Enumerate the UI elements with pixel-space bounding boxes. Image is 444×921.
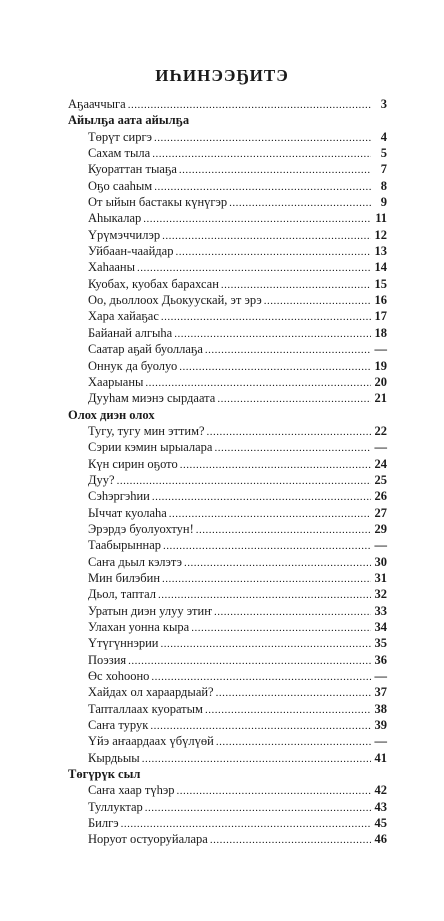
- toc-page-number: 18: [374, 325, 387, 340]
- toc-dot-leader: [143, 210, 371, 227]
- toc-entry: [68, 717, 387, 733]
- toc-dot-leader: [196, 521, 371, 538]
- toc-entry: [68, 194, 387, 210]
- toc-page-number: 11: [375, 211, 387, 226]
- toc-dot-leader: [150, 717, 371, 734]
- toc-entry: [68, 161, 387, 177]
- toc-dot-leader: [161, 635, 372, 652]
- toc-entry-title: Таабырыннар: [88, 538, 162, 553]
- toc-entry: [68, 537, 387, 553]
- toc-page-number: 26: [374, 489, 387, 504]
- toc-entry-title: Күн сирин оҕото: [88, 456, 178, 471]
- toc-page-number: —: [374, 734, 387, 749]
- toc-entry: [68, 619, 387, 635]
- toc-entry-title: Үйэ аҥаардаах үбүлүөй: [88, 734, 214, 749]
- toc-page-number: 38: [374, 701, 387, 716]
- toc-page-number: 9: [380, 195, 387, 210]
- toc-entry: [68, 259, 387, 275]
- toc-dot-leader: [216, 684, 371, 701]
- toc-entry-title: Поэзия: [88, 652, 127, 667]
- toc-page-number: 36: [374, 652, 387, 667]
- toc-dot-leader: [152, 145, 371, 162]
- toc-entry: [68, 210, 387, 226]
- toc-entry-title: Үтүгүннэрии: [88, 636, 159, 651]
- toc-entry: [68, 292, 387, 308]
- toc-entry: [68, 815, 387, 831]
- toc-entry: [68, 358, 387, 374]
- toc-entry-title: Байанай алгыһа: [88, 325, 173, 340]
- toc-dot-leader: [174, 325, 371, 342]
- toc-page-number: 35: [374, 636, 387, 651]
- toc-dot-leader: [145, 799, 371, 816]
- toc-page-number: —: [374, 669, 387, 684]
- toc-dot-leader: [210, 831, 371, 848]
- toc-dot-leader: [142, 750, 371, 767]
- toc-entry-title: Хаһааны: [88, 260, 136, 275]
- toc-entry-title: Оннук да буолуо: [88, 358, 178, 373]
- page-title: ИҺИНЭЭҔИТЭ: [155, 66, 289, 85]
- toc-page-number: 33: [374, 603, 387, 618]
- toc-page-number: 19: [374, 358, 387, 373]
- toc-entry: [68, 831, 387, 847]
- toc-section-heading: [68, 112, 387, 128]
- toc-page-number: 41: [374, 750, 387, 765]
- toc-entry-title: Саҥа турук: [88, 718, 149, 733]
- toc-entry: [68, 374, 387, 390]
- toc-entry-title: Ыччат куолаһа: [88, 505, 167, 520]
- toc-dot-leader: [154, 178, 371, 195]
- toc-entry: [68, 325, 387, 341]
- toc-dot-leader: [128, 652, 371, 669]
- toc-entry: [68, 276, 387, 292]
- toc-entry: [68, 423, 387, 439]
- toc-page-number: 37: [374, 685, 387, 700]
- toc-page-number: 8: [380, 178, 387, 193]
- toc-entry: [68, 96, 387, 112]
- toc-entry: [68, 129, 387, 145]
- toc-entry: [68, 472, 387, 488]
- toc-page-number: 12: [374, 227, 387, 242]
- toc-dot-leader: [221, 276, 371, 293]
- toc-dot-leader: [151, 668, 371, 685]
- toc-entry: [68, 178, 387, 194]
- toc-dot-leader: [205, 701, 371, 718]
- toc-entry: [68, 750, 387, 766]
- toc-page-number: 7: [380, 162, 387, 177]
- toc-entry: [68, 521, 387, 537]
- toc-entry-title: Сэрии кэмин ырыалара: [88, 440, 213, 455]
- toc-entry-title: Куобах, куобах барахсан: [88, 276, 219, 291]
- toc-entry-title: От ыйын бастакы күнүгэр: [88, 195, 228, 210]
- table-of-contents: [68, 96, 387, 848]
- toc-page-number: 27: [374, 505, 387, 520]
- toc-dot-leader: [137, 259, 371, 276]
- toc-dot-leader: [175, 243, 371, 260]
- toc-entry-title: Дуу?: [88, 472, 115, 487]
- toc-page-number: 15: [374, 276, 387, 291]
- toc-dot-leader: [214, 439, 371, 456]
- toc-dot-leader: [214, 603, 371, 620]
- toc-entry-title: Тугу, тугу мин эттим?: [88, 423, 205, 438]
- toc-entry-title: Дьол, таптал: [88, 587, 156, 602]
- toc-entry-title: Уратын диэн улуу этиҥ: [88, 603, 212, 618]
- toc-entry-title: Саҥа дьыл кэлэтэ: [88, 554, 182, 569]
- toc-entry-title: Төгүрүк сыл: [68, 767, 141, 782]
- toc-page-number: 46: [374, 832, 387, 847]
- toc-entry-title: Мин билэбин: [88, 570, 161, 585]
- toc-dot-leader: [176, 782, 371, 799]
- toc-entry-title: Хайдах ол хараардыай?: [88, 685, 214, 700]
- toc-entry: [68, 652, 387, 668]
- toc-entry-title: Улахан уонна кыра: [88, 620, 190, 634]
- toc-page-number: 21: [374, 391, 387, 406]
- toc-entry: [68, 668, 387, 684]
- toc-entry-title: Эрэрдэ буолуохтун!: [88, 521, 194, 536]
- toc-entry: [68, 554, 387, 570]
- toc-page-number: 24: [374, 456, 387, 471]
- toc-entry-title: Туллуктар: [88, 799, 143, 814]
- toc-entry-title: Уйбаан-чаайдар: [88, 244, 174, 259]
- toc-dot-leader: [162, 227, 371, 244]
- toc-page-number: 16: [374, 293, 387, 308]
- toc-dot-leader: [162, 570, 371, 587]
- toc-page-number: 3: [380, 97, 387, 111]
- toc-page-number: 34: [374, 620, 387, 634]
- toc-dot-leader: [264, 292, 371, 309]
- toc-dot-leader: [216, 733, 371, 750]
- toc-page-number: 4: [380, 129, 387, 144]
- toc-dot-leader: [163, 537, 371, 554]
- toc-entry: [68, 439, 387, 455]
- toc-entry-title: Дууһам миэнэ сырдаата: [88, 391, 216, 406]
- toc-entry-title: Аһыкалар: [88, 211, 142, 226]
- toc-entry-title: Саатар аҕай буоллаҕа: [88, 342, 203, 357]
- toc-dot-leader: [207, 423, 371, 440]
- toc-entry-title: Олох диэн олох: [68, 407, 155, 422]
- toc-dot-leader: [229, 194, 371, 211]
- toc-page-number: 39: [374, 718, 387, 733]
- toc-page-number: 25: [374, 472, 387, 487]
- toc-dot-leader: [128, 96, 371, 113]
- toc-entry: [68, 341, 387, 357]
- toc-dot-leader: [191, 619, 371, 636]
- toc-entry: [68, 488, 387, 504]
- toc-entry-title: Төрүт сиргэ: [88, 129, 152, 144]
- toc-entry: [68, 227, 387, 243]
- toc-entry: [68, 635, 387, 651]
- toc-entry-title: Тапталлаах куоратым: [88, 701, 203, 716]
- toc-entry-title: Өс хоһооно: [88, 669, 150, 684]
- toc-dot-leader: [180, 456, 371, 473]
- toc-entry: [68, 603, 387, 619]
- toc-page-number: —: [374, 342, 387, 357]
- toc-entry: [68, 733, 387, 749]
- toc-dot-leader: [217, 390, 371, 407]
- toc-entry: [68, 505, 387, 521]
- toc-section-heading: [68, 766, 387, 782]
- toc-entry-title: Сэһэргэһии: [88, 489, 150, 504]
- toc-entry: [68, 308, 387, 324]
- toc-entry-title: Хара хайаҕас: [88, 309, 159, 324]
- toc-entry: [68, 684, 387, 700]
- toc-dot-leader: [169, 505, 371, 522]
- toc-dot-leader: [184, 554, 371, 571]
- toc-entry-title: Оо, дьоллоох Дьокуускай, эт эрэ: [88, 293, 262, 308]
- toc-entry-title: Хаарыаны: [88, 374, 144, 389]
- toc-entry-title: Билгэ: [88, 816, 119, 831]
- toc-page-number: 30: [374, 554, 387, 569]
- toc-entry: [68, 701, 387, 717]
- toc-dot-leader: [117, 472, 371, 489]
- toc-page-number: 31: [374, 570, 387, 585]
- toc-page-number: 22: [374, 423, 387, 438]
- toc-dot-leader: [161, 308, 371, 325]
- toc-dot-leader: [179, 358, 371, 375]
- toc-page-number: 29: [374, 521, 387, 536]
- toc-entry-title: Айылҕа аата айылҕа: [68, 113, 190, 128]
- toc-dot-leader: [121, 815, 371, 832]
- toc-entry-title: Сахам тыла: [88, 146, 151, 161]
- toc-page-number: —: [374, 538, 387, 553]
- toc-entry-title: Үрүмэччилэр: [88, 227, 161, 242]
- toc-dot-leader: [158, 586, 371, 603]
- toc-entry: [68, 799, 387, 815]
- toc-dot-leader: [179, 161, 371, 178]
- toc-entry-title: Кырдьыы: [88, 750, 140, 765]
- toc-entry: [68, 586, 387, 602]
- toc-page-number: 5: [380, 146, 387, 161]
- toc-entry: [68, 570, 387, 586]
- toc-entry: [68, 456, 387, 472]
- toc-entry: [68, 243, 387, 259]
- toc-page-number: 42: [374, 783, 387, 798]
- toc-section-heading: [68, 407, 387, 423]
- toc-entry-title: Оҕо сааһым: [88, 178, 153, 193]
- toc-dot-leader: [152, 488, 371, 505]
- toc-page-number: 32: [374, 587, 387, 602]
- toc-entry-title: Аҕааччыга: [68, 97, 126, 111]
- toc-entry-title: Норуот остуоруйалара: [88, 832, 208, 847]
- toc-dot-leader: [154, 129, 371, 146]
- toc-page-number: —: [374, 440, 387, 455]
- toc-page-number: 45: [374, 816, 387, 831]
- toc-page-number: 17: [374, 309, 387, 324]
- toc-page-number: 20: [374, 374, 387, 389]
- toc-entry-title: Куораттан тыаҕа: [88, 162, 177, 177]
- toc-dot-leader: [145, 374, 371, 391]
- toc-entry: [68, 390, 387, 406]
- toc-dot-leader: [205, 341, 371, 358]
- toc-page-number: 14: [374, 260, 387, 275]
- toc-page-number: 43: [374, 799, 387, 814]
- toc-entry: [68, 145, 387, 161]
- toc-entry-title: Саҥа хаар түһэр: [88, 783, 175, 798]
- toc-page-number: 13: [374, 244, 387, 259]
- toc-entry: [68, 782, 387, 798]
